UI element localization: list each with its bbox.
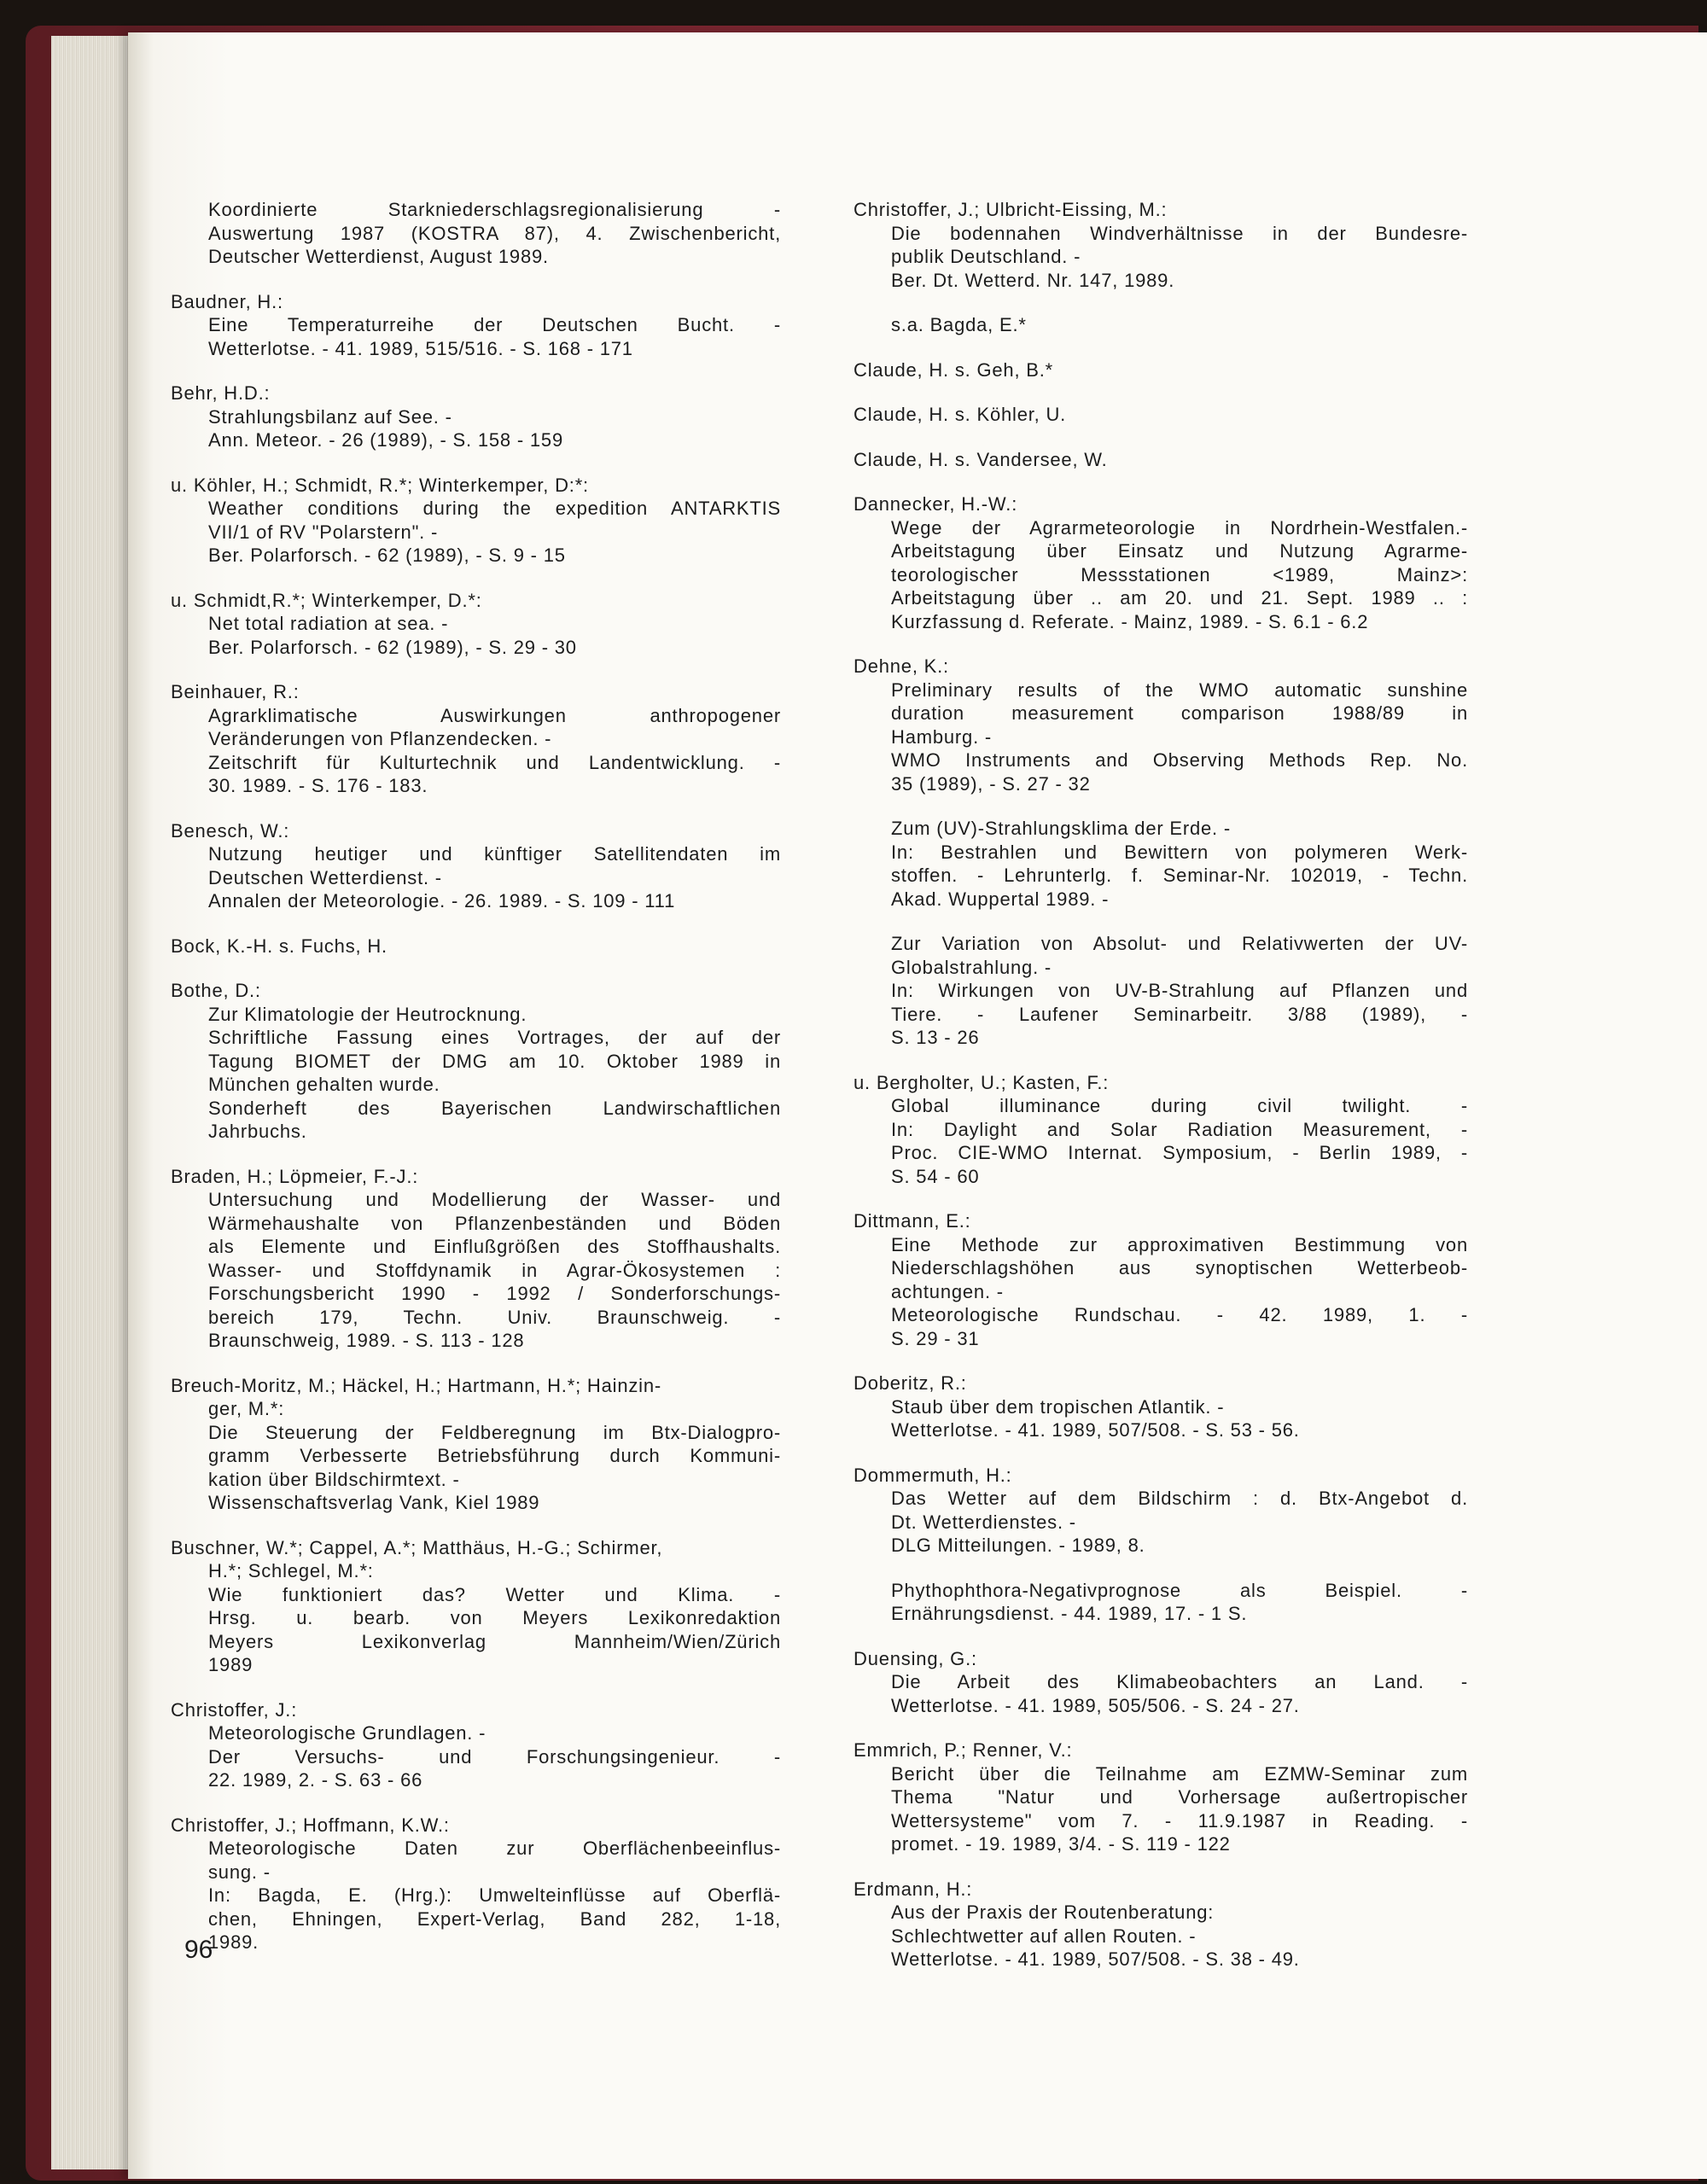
entry-details: [854, 1094, 1468, 1188]
entry-line: Staub über dem tropischen Atlantik. -: [891, 1395, 1225, 1418]
bibliography-entry: [171, 474, 781, 568]
entry-line: Eine Temperaturreihe der Deutschen Bucht. -: [208, 314, 781, 335]
entry-line: Braunschweig, 1989. - S. 113 - 128: [208, 1330, 525, 1351]
entry-line: promet. - 19. 1989, 3/4. - S. 119 - 122: [891, 1833, 1231, 1855]
entry-line: achtungen. -: [891, 1280, 1004, 1302]
entry-line: Schriftliche Fassung eines Vortrages, der auf der: [208, 1027, 781, 1048]
entry-line: In: Daylight and Solar Radiation Measurement, -: [891, 1118, 1468, 1140]
entry-details: [854, 313, 1468, 337]
bibliography-entry: [854, 198, 1468, 292]
entry-line: Global illuminance during civil twilight. -: [891, 1095, 1468, 1116]
entry-author: Bothe, D.:: [171, 980, 261, 1001]
entry-line: S. 29 - 31: [891, 1327, 980, 1349]
entry-line: Annalen der Meteorologie. - 26. 1989. - S. 109 - 111: [208, 890, 676, 911]
entry-author: Christoffer, J.; Hoffmann, K.W.:: [171, 1814, 450, 1836]
entry-line: Nutzung heutiger und künftiger Satellitendaten im: [208, 843, 781, 865]
entry-line: chen, Ehningen, Expert-Verlag, Band 282, 1-18,: [208, 1907, 781, 1930]
entry-line: Weather conditions during the expedition ANTARKTIS: [208, 498, 781, 519]
entry-line: Tagung BIOMET der DMG am 10. Oktober 1989 in: [208, 1050, 781, 1072]
entry-line: bereich 179, Techn. Univ. Braunschweig. -: [208, 1306, 781, 1328]
entry-line: Die bodennahen Windverhältnisse in der Bundesre-: [891, 222, 1468, 244]
entry-line: 30. 1989. - S. 176 - 183.: [208, 775, 428, 796]
entry-line: Arbeitstagung über .. am 20. und 21. Sept. 1989 .. :: [891, 587, 1468, 609]
left-column: [171, 198, 781, 1976]
entry-line: In: Bestrahlen und Bewittern von polymeren Werk-: [891, 841, 1468, 863]
entry-line: Ernährungsdienst. - 44. 1989, 17. - 1 S.: [891, 1603, 1248, 1624]
entry-line: Wetterlotse. - 41. 1989, 507/508. - S. 38 - 49.: [891, 1948, 1300, 1970]
entry-details: [171, 497, 781, 568]
entry-details: [854, 1395, 1468, 1442]
entry-details: [854, 1762, 1468, 1856]
entry-line: Hrsg. u. bearb. von Meyers Lexikonredaktion: [208, 1607, 781, 1628]
entry-details: [854, 932, 1468, 1050]
entry-line: stoffen. - Lehrunterlg. f. Seminar-Nr. 102019, - Techn.: [891, 865, 1468, 886]
entry-author: Duensing, G.:: [854, 1647, 977, 1669]
entry-line: S. 13 - 26: [891, 1027, 980, 1048]
entry-line: Wie funktioniert das? Wetter und Klima. -: [208, 1583, 781, 1605]
entry-line: Wetterlotse. - 41. 1989, 507/508. - S. 53 - 56.: [891, 1419, 1300, 1441]
entry-line: Wege der Agrarmeteorologie in Nordrhein-Westfalen.-: [891, 516, 1468, 539]
entry-details: [854, 1901, 1468, 1971]
bibliography-entry: [171, 1165, 781, 1353]
entry-author: Bock, K.-H. s. Fuchs, H.: [171, 935, 387, 957]
entry-line: Die Arbeit des Klimabeobachters an Land. -: [891, 1671, 1468, 1692]
page-number: 96: [184, 1936, 213, 1964]
entry-author: Benesch, W.:: [171, 819, 290, 842]
bibliography-entry: [854, 1372, 1468, 1442]
entry-line: Meteorologische Grundlagen. -: [208, 1722, 486, 1744]
entry-line: Dt. Wetterdienstes. -: [891, 1511, 1076, 1533]
entry-details: [171, 313, 781, 360]
entry-line: Forschungsbericht 1990 - 1992 / Sonderforschungs-: [208, 1283, 781, 1304]
entry-line: Wärmehaushalte von Pflanzenbeständen und Böden: [208, 1212, 781, 1234]
entry-line: Proc. CIE-WMO Internat. Symposium, - Berlin 1989, -: [891, 1142, 1468, 1163]
entry-line: Wasser- und Stoffdynamik in Agrar-Ökosystemen :: [208, 1259, 781, 1281]
entry-details: [854, 1487, 1468, 1558]
entry-details: [171, 1721, 781, 1792]
entry-line: Agrarklimatische Auswirkungen anthropogener: [208, 704, 781, 726]
bibliography-entry: [171, 1536, 781, 1677]
bibliography-entry: [854, 1738, 1468, 1856]
entry-details: [854, 817, 1468, 911]
entry-details: [854, 222, 1468, 293]
entry-line: 22. 1989, 2. - S. 63 - 66: [208, 1769, 423, 1791]
entry-details: [171, 704, 781, 798]
entry-details: [171, 1837, 781, 1954]
entry-author: Braden, H.; Löpmeier, F.-J.:: [171, 1165, 419, 1187]
entry-details: [854, 678, 1468, 796]
entry-line: Jahrbuchs.: [208, 1121, 307, 1142]
entry-author: Dehne, K.:: [854, 655, 949, 677]
entry-line: Zur Variation von Absolut- und Relativwerten der UV-: [891, 933, 1468, 954]
entry-details: [171, 198, 781, 269]
entry-line: Deutscher Wetterdienst, August 1989.: [208, 246, 549, 267]
entry-line: Thema "Natur und Vorhersage außertropischer: [891, 1786, 1468, 1808]
entry-line: Zur Klimatologie der Heutrocknung.: [208, 1003, 527, 1025]
entry-line: duration measurement comparison 1988/89 in: [891, 702, 1468, 724]
entry-author: Christoffer, J.:: [171, 1698, 298, 1721]
bibliography-entry: [171, 198, 781, 269]
entry-line: H.*; Schlegel, M.*:: [208, 1560, 374, 1581]
entry-line: Wissenschaftsverlag Vank, Kiel 1989: [208, 1492, 540, 1513]
entry-line: Tiere. - Laufener Seminarbeitr. 3/88 (1989), -: [891, 1003, 1468, 1025]
entry-line: Der Versuchs- und Forschungsingenieur. -: [208, 1745, 781, 1768]
bibliography-entry: [854, 1464, 1468, 1558]
entry-line: Net total radiation at sea. -: [208, 613, 449, 634]
entry-author: Dommermuth, H.:: [854, 1464, 1012, 1486]
entry-details: [854, 1579, 1468, 1626]
bibliography-entry: [854, 1071, 1468, 1189]
entry-details: [171, 1003, 781, 1144]
entry-line: S. 54 - 60: [891, 1165, 980, 1187]
entry-line: Aus der Praxis der Routenberatung:: [891, 1902, 1215, 1923]
entry-line: Koordinierte Starkniederschlagsregionalisierung -: [208, 199, 781, 220]
bibliography-entry: [854, 448, 1468, 472]
entry-author: Erdmann, H.:: [854, 1878, 973, 1900]
entry-line: Hamburg. -: [891, 725, 993, 748]
entry-line: Globalstrahlung. -: [891, 956, 1052, 978]
entry-author: u. Köhler, H.; Schmidt, R.*; Winterkemper, D:*:: [171, 474, 589, 496]
entry-author: Breuch-Moritz, M.; Häckel, H.; Hartmann, H.*; Hainzin-: [171, 1374, 662, 1396]
entry-line: Meyers Lexikonverlag Mannheim/Wien/Zürich: [208, 1630, 781, 1652]
entry-details: [854, 516, 1468, 634]
bibliography-entry: [171, 680, 781, 798]
entry-author: Claude, H. s. Vandersee, W.: [854, 448, 1108, 470]
bibliography-entry: [854, 932, 1468, 1050]
bibliography-entry: [854, 403, 1468, 427]
bibliography-entry: [854, 358, 1468, 382]
bibliography-entry: [171, 1814, 781, 1954]
entry-author: Dittmann, E.:: [854, 1210, 971, 1232]
entry-line: Schlechtwetter auf allen Routen. -: [891, 1925, 1197, 1947]
entry-line: Kurzfassung d. Referate. - Mainz, 1989. - S. 6.1 - 6.2: [891, 610, 1369, 632]
entry-author: Baudner, H.:: [171, 290, 283, 312]
bibliography-entry: [171, 1374, 781, 1515]
bibliography-entry: [854, 313, 1468, 337]
bibliography-entry: [854, 1647, 1468, 1718]
entry-line: Ber. Polarforsch. - 62 (1989), - S. 29 - 30: [208, 636, 577, 658]
entry-line: Sonderheft des Bayerischen Landwirschaftlichen: [208, 1097, 781, 1119]
entry-line: Bericht über die Teilnahme am EZMW-Seminar zum: [891, 1762, 1468, 1785]
entry-details: [854, 1233, 1468, 1351]
bibliography-entry: [854, 655, 1468, 795]
entry-details: [854, 1670, 1468, 1717]
entry-author: u. Schmidt,R.*; Winterkemper, D.*:: [171, 589, 482, 611]
entry-author: Christoffer, J.; Ulbricht-Eissing, M.:: [854, 199, 1168, 220]
entry-line: Arbeitstagung über Einsatz und Nutzung Agrarme-: [891, 540, 1468, 562]
entry-line: Meteorologische Daten zur Oberflächenbeeinflus-: [208, 1837, 781, 1859]
entry-line: Wetterlotse. - 41. 1989, 515/516. - S. 168 - 171: [208, 337, 633, 359]
entry-details: [171, 612, 781, 659]
entry-line: Wetterlotse. - 41. 1989, 505/506. - S. 24 - 27.: [891, 1694, 1300, 1716]
entry-line: In: Wirkungen von UV-B-Strahlung auf Pflanzen und: [891, 980, 1468, 1001]
entry-author: Buschner, W.*; Cappel, A.*; Matthäus, H.-G.; Schirmer,: [171, 1536, 663, 1558]
entry-line: Preliminary results of the WMO automatic sunshine: [891, 678, 1468, 701]
entry-line: DLG Mitteilungen. - 1989, 8.: [891, 1535, 1145, 1556]
entry-details: [171, 405, 781, 452]
bibliography-entry: [171, 290, 781, 361]
bibliography-entry: [171, 1698, 781, 1792]
entry-details: [171, 842, 781, 913]
entry-author: Claude, H. s. Köhler, U.: [854, 404, 1067, 425]
entry-author: Beinhauer, R.:: [171, 681, 300, 702]
entry-line: In: Bagda, E. (Hrg.): Umwelteinflüsse auf Oberflä-: [208, 1884, 781, 1906]
bibliography-entry: [171, 819, 781, 913]
entry-line: publik Deutschland. -: [891, 246, 1081, 267]
bibliography-entry: [171, 935, 781, 958]
entry-line: ger, M.*:: [208, 1398, 285, 1419]
entry-line: Wettersysteme" vom 7. - 11.9.1987 in Reading. -: [891, 1809, 1468, 1832]
entry-line: WMO Instruments and Observing Methods Rep. No.: [891, 749, 1468, 771]
entry-details: [171, 1559, 781, 1677]
entry-author: Claude, H. s. Geh, B.*: [854, 358, 1054, 381]
entry-author: Dannecker, H.-W.:: [854, 493, 1018, 515]
entry-line: s.a. Bagda, E.*: [891, 314, 1027, 335]
entry-line: Zum (UV)-Strahlungsklima der Erde. -: [891, 818, 1232, 839]
entry-author: Doberitz, R.:: [854, 1372, 967, 1394]
entry-line: München gehalten wurde.: [208, 1074, 440, 1095]
entry-line: Ann. Meteor. - 26 (1989), - S. 158 - 159: [208, 429, 563, 451]
entry-line: gramm Verbesserte Betriebsführung durch Kommuni-: [208, 1445, 781, 1466]
bibliography-entry: [854, 1579, 1468, 1626]
bibliography-entry: [171, 589, 781, 660]
bibliography-entry: [854, 1209, 1468, 1350]
entry-line: Das Wetter auf dem Bildschirm : d. Btx-Angebot d.: [891, 1488, 1468, 1509]
bibliography-entry: [854, 492, 1468, 633]
bibliography-entry: [171, 979, 781, 1144]
entry-line: Die Steuerung der Feldberegnung im Btx-Dialogpro-: [208, 1421, 781, 1443]
right-column: [854, 198, 1468, 1993]
entry-line: teorologischer Messstationen <1989, Mainz>:: [891, 563, 1468, 585]
entry-line: als Elemente und Einflußgrößen des Stoffhaushalts.: [208, 1236, 781, 1257]
entry-author: u. Bergholter, U.; Kasten, F.:: [854, 1071, 1110, 1093]
entry-line: Veränderungen von Pflanzendecken. -: [208, 728, 552, 749]
entry-line: Untersuchung und Modellierung der Wasser- und: [208, 1189, 781, 1210]
bibliography-entry: [171, 381, 781, 452]
entry-line: Meteorologische Rundschau. - 42. 1989, 1. -: [891, 1304, 1468, 1325]
entry-line: Zeitschrift für Kulturtechnik und Landentwicklung. -: [208, 751, 781, 773]
entry-line: Eine Methode zur approximativen Bestimmung von: [891, 1233, 1468, 1255]
entry-line: Deutschen Wetterdienst. -: [208, 866, 442, 888]
entry-details: [171, 1188, 781, 1353]
entry-line: 35 (1989), - S. 27 - 32: [891, 772, 1091, 795]
entry-line: 1989: [208, 1654, 253, 1675]
bibliography-entry: [854, 1878, 1468, 1971]
entry-line: sung. -: [208, 1861, 271, 1883]
bibliography-entry: [854, 817, 1468, 911]
entry-line: Phythophthora-Negativprognose als Beispiel. -: [891, 1579, 1468, 1601]
entry-line: kation über Bildschirmtext. -: [208, 1468, 460, 1490]
entry-line: Ber. Polarforsch. - 62 (1989), - S. 9 - 15: [208, 545, 566, 566]
entry-line: 1989.: [208, 1931, 259, 1953]
entry-line: Ber. Dt. Wetterd. Nr. 147, 1989.: [891, 269, 1175, 291]
entry-line: Auswertung 1987 (KOSTRA 87), 4. Zwischenbericht,: [208, 222, 781, 244]
entry-author: Emmrich, P.; Renner, V.:: [854, 1739, 1073, 1761]
entry-line: Strahlungsbilanz auf See. -: [208, 405, 452, 428]
entry-author: Behr, H.D.:: [171, 382, 271, 404]
entry-details: [171, 1397, 781, 1515]
entry-line: VII/1 of RV "Polarstern". -: [208, 521, 439, 543]
entry-line: Niederschlagshöhen aus synoptischen Wetterbeob-: [891, 1257, 1468, 1278]
entry-line: Akad. Wuppertal 1989. -: [891, 888, 1110, 910]
